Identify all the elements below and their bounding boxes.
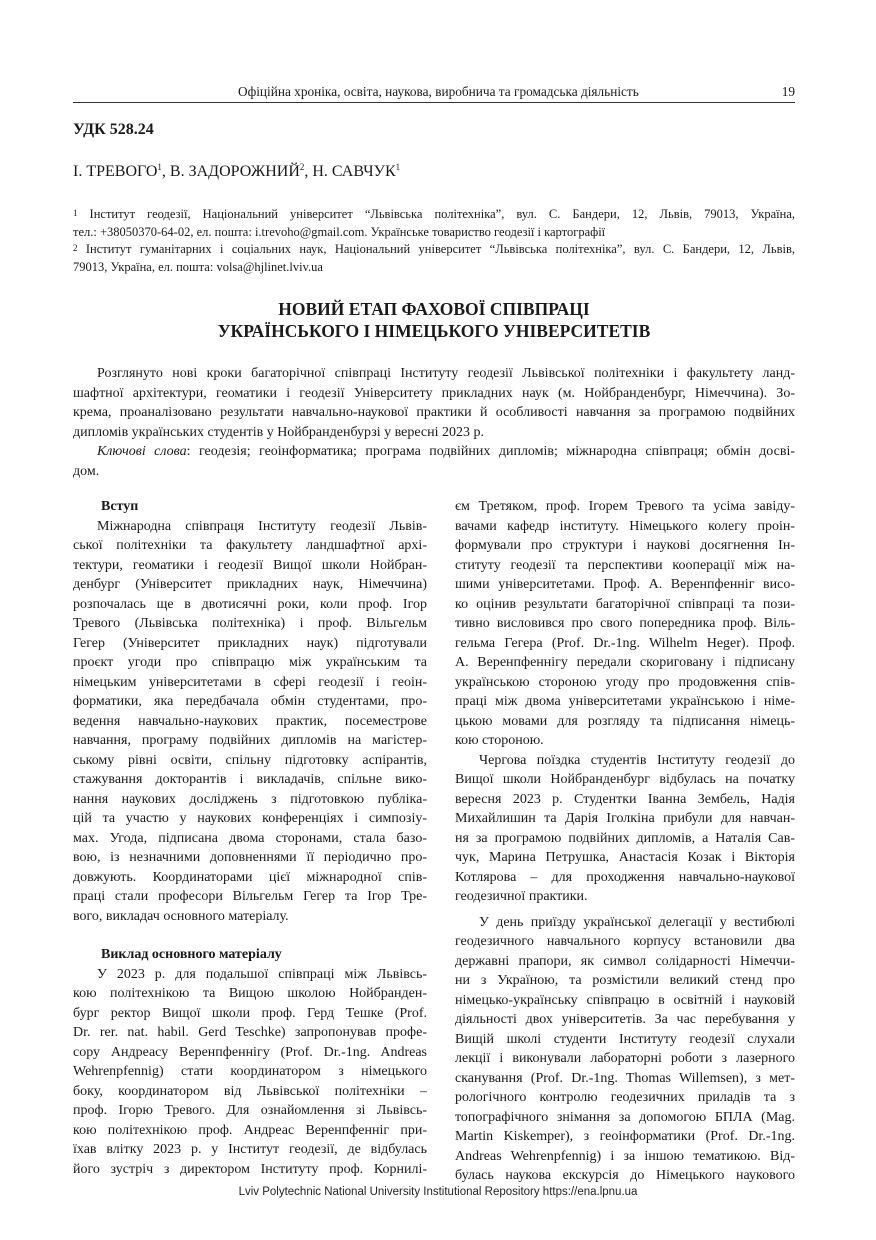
body-line: топографічного знімання за допомогою БПЛА (Mag. [455,1109,795,1125]
article-title [73,298,795,342]
body-line: Тревого (Львівська політехніка) і проф. Вільгельм [73,616,427,631]
body-line: вересня 2023 р. Студентки Іванна Зембель, Надія [455,791,795,807]
body-line: У 2023 р. для подальшої співпраці між Львівсь- [97,966,427,982]
body-line: його зустріч з директором Інституту проф. Корнилі- [73,1161,427,1177]
author-name: Н. САВЧУК [312,163,396,180]
body-line: геодезичного навчального корпусу встановили два [455,934,795,949]
body-line: Вищій школі студенти Інституту геодезії слухали [455,1031,795,1047]
body-line: довжують. Координаторами цієї міжнародної спів- [73,869,427,885]
body-line: їхав влітку 2023 р. у Інститут геодезії, де відбулась [73,1142,427,1157]
body-line: праці між двома університетами українською і німе- [455,694,795,709]
body-line: ведення навчально-наукових практик, посеместрове [73,713,427,729]
body-line: ня за програмою подвійних дипломів, а Наталія Сав- [455,830,795,846]
author-name: В. ЗАДОРОЖНИЙ [169,163,300,180]
body-line: проф. Ігорю Тревого. Для ознайомлення зі Львівсь- [73,1103,427,1118]
body-line: Гегер (Університет прикладних наук) підготували [73,635,427,651]
affiliations [73,206,795,276]
body-line: навчання, програму подвійних дипломів на магістер- [73,733,427,748]
left-column [73,497,427,1179]
body-line: Dr. rer. nat. habil. Gerd Teschke) запропонував профе- [73,1025,427,1040]
body-line: лекції і виконували лабораторні роботи з лазерного [455,1051,795,1066]
abstract-line: дипломів українських студентів у Нойбранденбурзі у вересні 2023 р. [73,424,485,440]
body-line: державні прапори, як символ солідарності Німеччи- [455,953,795,969]
body-line: рологічного контролю геодезичних приладів та з [455,1090,795,1105]
body-line: Wehrenpfennig) стати координатором з німецького [73,1064,427,1079]
body-line: Чергова поїздка студентів Інституту геодезії до [479,752,795,768]
abstract-line: крема, проаналізовано результати навчально-наукової практики й особливості навчання за програмою подвійних [73,405,795,420]
body-line: цій та участю у наукових конференціях і симпозіу- [73,811,427,826]
author-affil-mark: 1 [157,162,162,172]
body-line: нання наукових досліджень з підготовкою публіка- [73,791,427,807]
body-line: ської політехніки та факультету ландшафтної архі- [73,538,427,553]
body-line: вачами кафедр інституту. Німецького колегу проін- [455,518,795,534]
body-line: булась наукова екскурсія до Німецького наукового [455,1168,795,1183]
body-line: німецько-українську співпрацю в освітній і науковій [455,992,795,1008]
body-line: тивно висловився про свого попередника проф. Віль- [455,616,795,631]
title-line: НОВИЙ ЕТАП ФАХОВОЇ СПІВПРАЦІ [278,299,590,319]
section-spacer [73,926,427,945]
body-line: німецьким університетами в сфері геодезії і геоін- [73,674,427,690]
body-line: Міжнародна співпраця Інституту геодезії Львів- [97,518,427,534]
body-line: кою політехнікою проф. Андреас Веренпфенніг при- [73,1122,427,1138]
affiliation-line: тел.: +38050370-64-02, ел. пошта: i.trevoho@gmail.com. Українське товариство геодезії і картографії [73,224,606,239]
affiliation-line: $^2$ Інститут гуманітарних і соціальних наук, Національний університет “Львівська політехніка”, вул. С. Бандери, 12, Львів, [73,242,795,256]
body-line: сору Андреасу Веренпфеннігу (Prof. Dr.-1ng. Andreas [73,1044,427,1060]
abstract-line: Розглянуто нові кроки багаторічної співпраці Інституту геодезії Львівської політехніки і факультету ланд- [97,366,795,381]
body-line: Вищої школи Нойбранденбург відбулась на початку [455,772,795,787]
author-name: І. ТРЕВОГО [73,163,158,180]
body-line: чук, Марина Петрушка, Анастасія Козак і Вікторія [455,850,795,865]
body-line: тектури, геоматики і геодезії Вищої школи Нойбран- [73,557,427,573]
body-line: цькою мовами для розгляду та підписання німець- [455,713,795,729]
body-line: ському рівні освіти, спільну підготовку аспірантів, [73,752,427,768]
keywords-line: Ключові слова: геодезія; геоінформатика; програма подвійних дипломів; міжнародна співпраця; обмін досві- [97,444,795,459]
body-line: шими університетами. Проф. А. Веренпфенніг висо- [455,577,795,592]
abstract-line: шафтної архітектури, геоматики і геодезії Університету прикладних наук (м. Нойбранденбург, Німеччина). Зо- [73,385,795,401]
body-line: бург ректор Вищої школи проф. Герд Тешке (Prof. [73,1005,427,1021]
body-line: українською стороною угоду про продовження спів- [455,674,795,690]
body-line: формували про структури і наукові досягнення Ін- [455,538,795,553]
section-heading-intro: Вступ [101,499,139,514]
running-header-title: Офіційна хроніка, освіта, наукова, виробнича та громадська діяльність [238,84,639,99]
body-line: стажування докторантів і викладачів, спільне вико- [73,772,427,787]
body-line: діяльності двох університетів. За час перебування у [455,1012,795,1027]
affiliation-mark: 2 [73,243,78,253]
body-line: гельма Гегера (Prof. Dr.-1ng. Wilhelm Heger). Проф. [455,635,795,651]
keywords-line: дом. [73,463,100,479]
affiliation-mark: 1 [73,208,78,218]
title-line: УКРАЇНСЬКОГО І НІМЕЦЬКОГО УНІВЕРСИТЕТІВ [217,321,651,341]
author-affil-mark: 1 [395,162,401,172]
body-line: ни з Україною, та розмістили великий стенд про [455,973,795,988]
body-line: боку, координатором від Львівської політехніки – [73,1083,427,1099]
body-line: розпочалась ще в двотисячні роки, коли проф. Ігор [73,596,427,612]
author-list: І. ТРЕВОГО$^1$, В. ЗАДОРОЖНИЙ$^2$, Н. САВЧУК$^1$ [73,162,401,180]
body-line: А. Веренпфеннігу передали скориговану і підписану [455,655,795,670]
running-header [73,84,795,103]
body-line: кою стороною. [455,733,544,748]
body-line: кою політехнікою та Вищою школою Нойбранден- [73,986,427,1001]
body-line: денбург (Університет прикладних наук, Німеччина) [73,577,427,592]
page-number: 19 [781,84,795,99]
body-line: Andreas Wehrenpfennig) і за іншою тематикою. Від- [455,1148,795,1164]
body-line: сканування (Prof. Dr.-1ng. Thomas Willemsen), з мет- [455,1070,795,1086]
abstract [73,364,795,481]
body-line: мах. Угода, підписана двома сторонами, стала базо- [73,830,427,846]
udk-code: УДК 528.24 [73,121,154,138]
body-line: У день приїзду української делегації у вестибюлі [479,914,795,930]
body-line: ко оцінив результати багаторічної співпраці та пози- [455,596,795,612]
body-line: Martin Kiskemper), з геоінформатики (Prof. Dr.-1ng. [455,1129,795,1144]
keywords-label: Ключові слова [97,444,187,459]
body-line: ституту геодезії та перспективи кооперації між на- [455,557,795,573]
body-line: проєкт угоди про співпрацю між українським та [73,655,427,670]
body-line: Котлярова – для проходження навчально-наукової [455,869,795,885]
body-line: праці стали професори Вільгельм Гегер та Ігор Тре- [73,889,427,904]
section-heading-main: Виклад основного матеріалу [101,947,282,962]
body-line: геодезичної практики. [455,889,588,904]
body-line: вою, із незначними доповненнями її періодично про- [73,850,427,865]
body-line: єм Третяком, проф. Ігорем Тревого та усіма завіду- [455,499,795,514]
author-affil-mark: 2 [299,162,305,172]
body-line: форматики, яка передбачала обмін студентами, про- [73,694,427,709]
affiliation-line: $^1$ Інститут геодезії, Національний університет “Львівська політехніка”, вул. С. Бандери, 12, Львів, 79013, Україна, [73,207,795,221]
repository-footer: Lviv Polytechnic National University Institutional Repository https://ena.lpnu.ua [238,1186,638,1198]
right-column [455,497,795,1186]
body-line: вого, викладач основного матеріалу. [73,908,289,924]
body-line: Михайлишин та Дарія Іголкіна прибули для навчан- [455,811,795,826]
affiliation-line: 79013, Україна, ел. пошта: volsa@hjlinet.lviv.ua [73,259,323,274]
